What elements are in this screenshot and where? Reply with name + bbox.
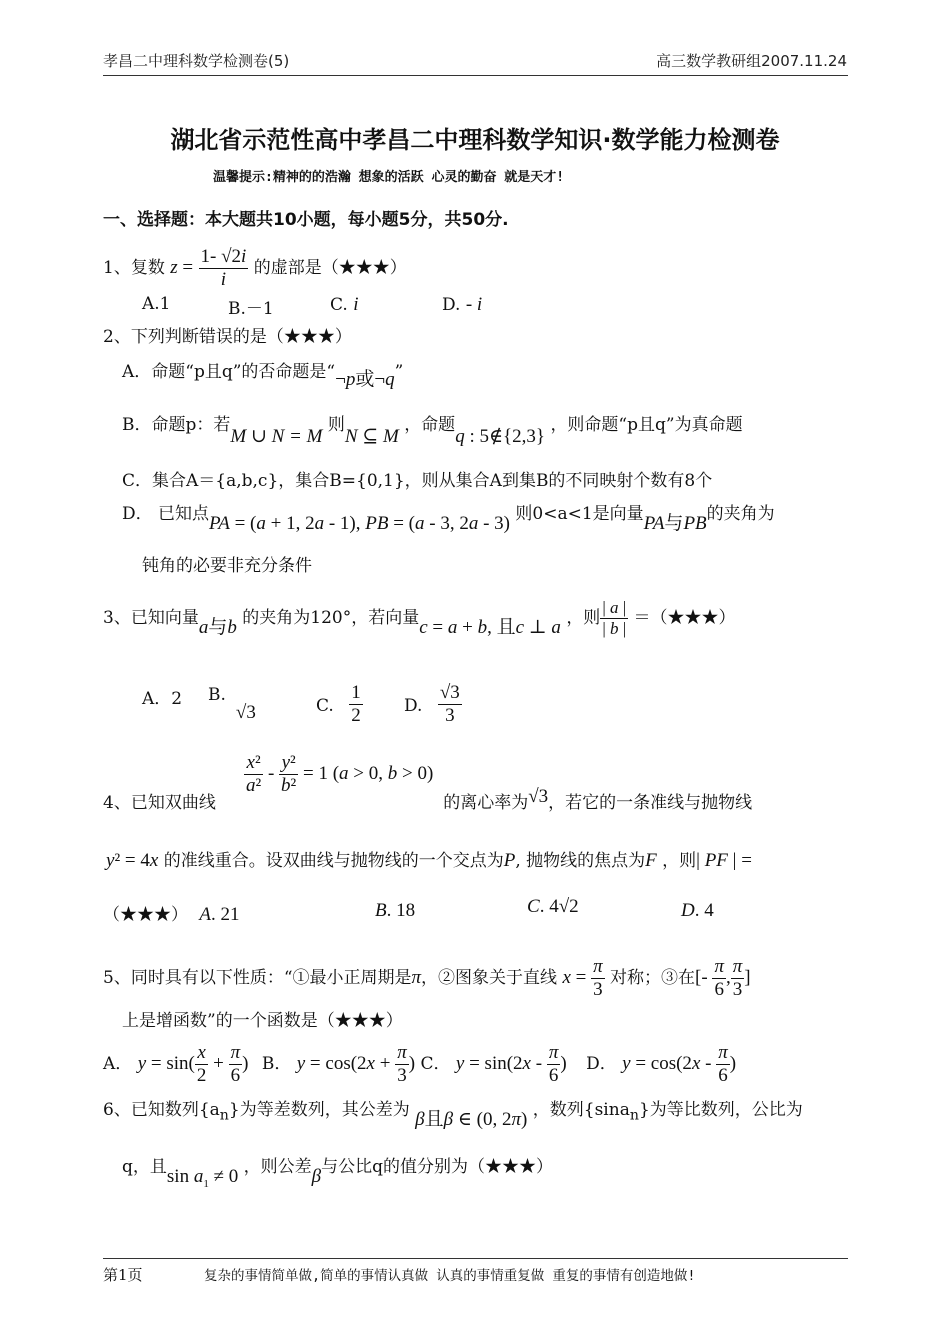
q2-opt-c: C．集合A＝{a,b,c}，集合B={0,1}，则从集合A到集B的不同映射个数有8个	[122, 471, 713, 491]
q3-opt-a: A．2	[142, 689, 183, 709]
q4-opt-b: B. 18	[375, 900, 416, 921]
q3-opt-c: C. $\frac{1}{2}$	[316, 682, 361, 726]
q6-stem-2: q，且$\sin a_1 \ne 0$ ，则公差β与公比q的值分别为（★★★）	[122, 1157, 554, 1190]
header-left: 孝昌二中理科数学检测卷(5)	[103, 52, 290, 70]
footer-rule	[103, 1258, 848, 1259]
q1-opt-d: D. - i	[442, 294, 483, 315]
q3-opt-d: D. $\frac{√3}{3}$	[404, 682, 460, 726]
footer-motto: 复杂的事情简单做,简单的事情认真做 认真的事情重复做 重复的事情有创造地做!	[204, 1268, 696, 1284]
q1-opt-a: A.1	[142, 294, 171, 314]
q5-options: A． y = sin( $\frac{x}{2}$ + $\frac{\pi}{6}$ ) B． y = cos(2x + $\frac{\pi}{3}$ ) C． y = sin(2x - $\frac{\pi}{6}$ ) D． y = cos(2x - $\frac{\pi}{6}$ )	[103, 1042, 737, 1086]
q1-fraction: $\frac{1- √2i}{i}$	[200, 246, 247, 290]
q1-opt-c: C. i	[330, 294, 359, 315]
q3-stem: 3、已知向量a与b 的夹角为120°，若向量c = a + b, 且c ⊥ a ，则 $\frac{| a |}{| b |}$ ＝（★★★）	[103, 598, 736, 638]
q3-opt-b: B.√3	[208, 685, 256, 723]
q2-opt-d-cont: 钝角的必要非充分条件	[142, 556, 312, 576]
q5-stem-2: 上是增函数”的一个函数是（★★★）	[122, 1011, 403, 1031]
page-title: 湖北省示范性高中孝昌二中理科数学知识·数学能力检测卷	[170, 126, 780, 154]
tip-line: 温馨提示:精神的的浩瀚 想象的活跃 心灵的勤奋 就是天才!	[213, 170, 565, 185]
section-heading: 一、选择题：本大题共10小题，每小题5分，共50分.	[103, 210, 509, 230]
q4-hyperbola: $\frac{\text{x²}}{\text{a²}}$ - $\frac{\text{y²}}{\text{b²}}$ = 1 (a > 0, b > 0)	[246, 752, 434, 796]
q2-stem: 2、下列判断错误的是（★★★）	[103, 327, 352, 347]
footer-page: 第1页	[103, 1266, 143, 1284]
q2-opt-a: A．命题“p且q”的否命题是“¬p或¬q”	[122, 362, 404, 390]
q4-opt-c: C. 4√2	[527, 896, 579, 917]
q6-stem-1: 6、已知数列$\{a_n\}$为等差数列，其公差为 β且β ∈ (0, 2π) ，数列{sina$_n$}为等比数列，公比为	[103, 1100, 803, 1130]
q1-opt-b: B.－1	[228, 299, 274, 319]
q4-stem-2: y² = 4x 的准线重合。设双曲线与抛物线的一个交点为P, 抛物线的焦点为F ，则| PF | =	[106, 850, 752, 871]
q4-options: （★★★） A. 21	[103, 904, 240, 925]
q1-stem: 1、复数 z = $\frac{1- √2i}{i}$ 的虚部是（★★★）	[103, 246, 407, 290]
q4-stem-1: 4、已知双曲线 的离心率为√3，若它的一条准线与抛物线	[103, 786, 753, 813]
q2-opt-b: B．命题p：若M ∪ N = M 则N ⊆ M ，命题q : 5∉{2,3} ，则命题“p且q”为真命题	[122, 415, 743, 447]
header-rule	[103, 75, 848, 76]
q5-stem-1: 5、同时具有以下性质：“①最小正周期是π，②图象关于直线 x = $\frac{\pi}{3}$ 对称；③在[- $\frac{\pi}{6}$ , $\frac{\pi}{3}$ ]	[103, 956, 751, 1000]
header-right: 高三数学教研组2007.11.24	[656, 52, 847, 70]
q4-opt-d: D. 4	[681, 900, 714, 921]
q2-opt-d: D． 已知点PA = (a + 1, 2a - 1), PB = (a - 3, 2a - 3) 则0<a<1是向量PA与PB的夹角为	[122, 504, 775, 534]
